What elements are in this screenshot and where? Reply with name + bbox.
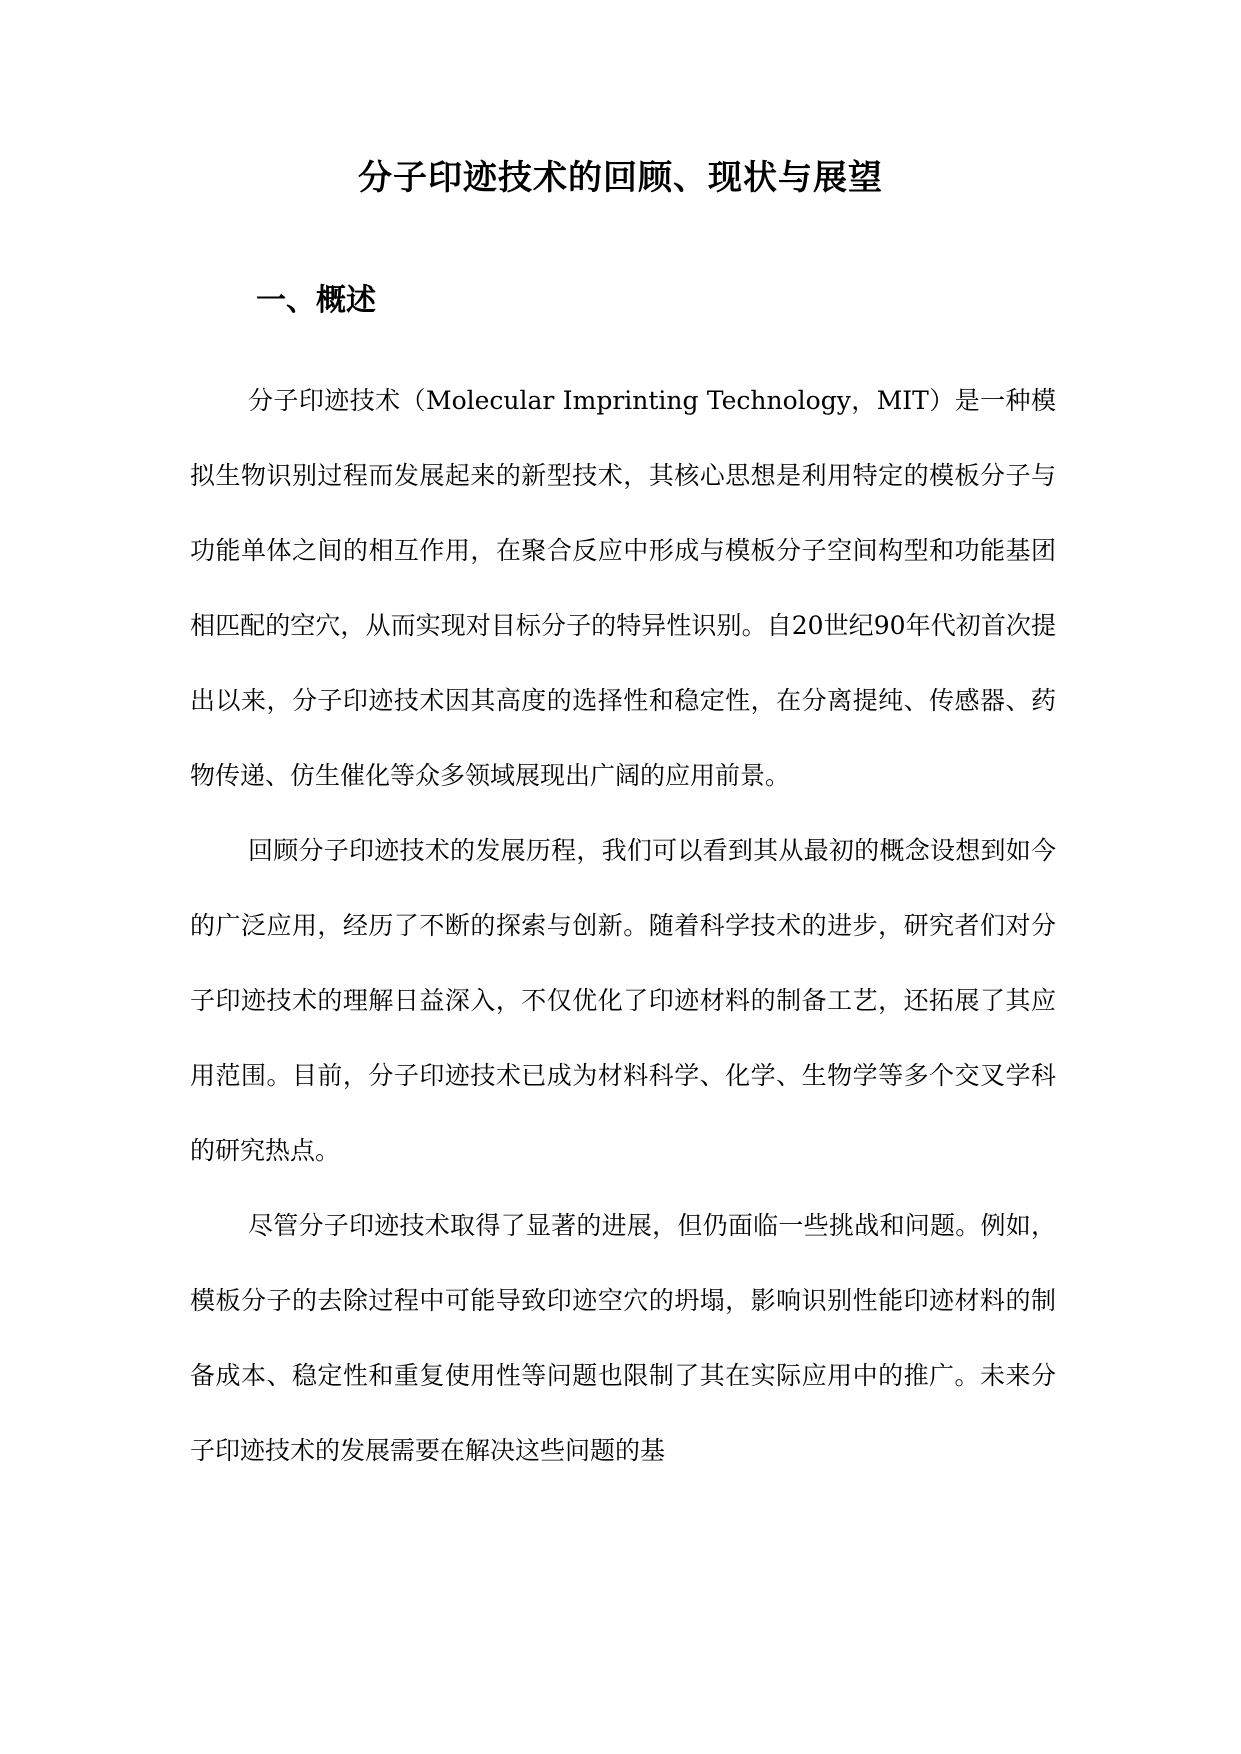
paragraph-2: 回顾分子印迹技术的发展历程，我们可以看到其从最初的概念设想到如今的广泛应用，经历了不断的探索与创新。随着科学技术的进步，研究者们对分子印迹技术的理解日益深入，不仅优化了印迹材料的制备工艺，还拓展了其应用范围。目前，分子印迹技术已成为材料科学、化学、生物学等多个交叉学科的研究热点。 — [190, 836, 1056, 1165]
paragraph-1: 分子印迹技术（Molecular Imprinting Technology，MIT）是一种模拟生物识别过程而发展起来的新型技术，其核心思想是利用特定的模板分子与功能单体之间的相互作用，在聚合反应中形成与模板分子空间构型和功能基团相匹配的空穴，从而实现对目标分子的特异性识别。自20世纪90年代初首次提出以来，分子印迹技术因其高度的选择性和稳定性，在分离提纯、传感器、药物传递、仿生催化等众多领域展现出广阔的应用前景。 — [190, 386, 1056, 790]
section-heading-overview: 一、概述 — [256, 283, 376, 318]
body-text — [190, 363, 1056, 1488]
document-title: 分子印迹技术的回顾、现状与展望 — [358, 158, 883, 198]
paragraph-3: 尽管分子印迹技术取得了显著的进展，但仍面临一些挑战和问题。例如，模板分子的去除过程中可能导致印迹空穴的坍塌，影响识别性能印迹材料的制备成本、稳定性和重复使用性等问题也限制了其在实际应用中的推广。未来分子印迹技术的发展需要在解决这些问题的基 — [190, 1211, 1056, 1465]
